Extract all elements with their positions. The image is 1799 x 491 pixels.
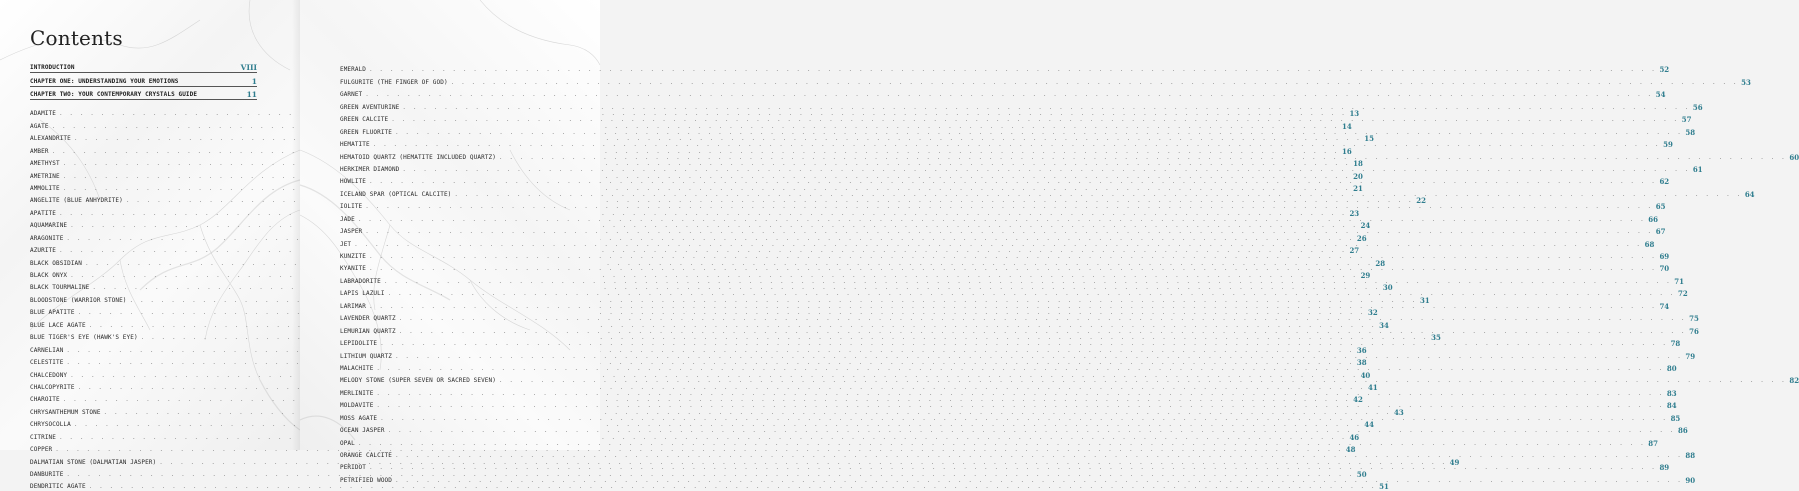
toc-entry-label: ARAGONITE — [30, 234, 64, 242]
toc-entry-label: BLACK TOURMALINE — [30, 284, 90, 292]
toc-entry-page: 85 — [1670, 413, 1681, 423]
toc-entry-page: 71 — [1674, 276, 1685, 286]
toc-entry-page: 74 — [1659, 301, 1670, 311]
toc-dot-leader — [365, 91, 1652, 98]
toc-entry-label: CITRINE — [30, 433, 56, 441]
toc-dot-leader — [369, 178, 1656, 185]
toc-entry-label: BLACK ONYX — [30, 272, 68, 280]
toc-entry-page: 15 — [1364, 134, 1375, 144]
toc-entry-page: 89 — [1659, 463, 1670, 473]
toc-entry-page: 65 — [1655, 202, 1666, 212]
toc-entry-label: CHRYSANTHEMUM STONE — [30, 408, 101, 416]
toc-entry-label: LAPIS LAZULI — [340, 290, 385, 298]
toc-entry-label: LAVENDER QUARTZ — [340, 315, 396, 323]
toc-entry-label: MELODY STONE (SUPER SEVEN OR SACRED SEVEN) — [340, 377, 496, 385]
toc-chapter-page: VIII — [240, 63, 257, 73]
toc-dot-leader — [388, 427, 1675, 434]
toc-entry-page: 49 — [1449, 457, 1460, 467]
toc-entry-page: 48 — [1345, 445, 1356, 455]
toc-entry-page: 16 — [1342, 146, 1352, 156]
toc-entry-page: 51 — [1379, 482, 1389, 491]
page-title: Contents — [30, 26, 123, 50]
toc-entry-page: 30 — [1382, 283, 1393, 293]
toc-entry-label: AGATE — [30, 122, 49, 130]
toc-dot-leader — [369, 464, 1656, 471]
toc-entry-page: 78 — [1670, 339, 1681, 349]
toc-entry-label: JASPER — [340, 228, 363, 236]
toc-entry-label: ICELAND SPAR (OPTICAL CALCITE) — [340, 190, 452, 198]
toc-entry-page: 22 — [1416, 196, 1426, 206]
toc-dot-leader — [402, 104, 1689, 111]
toc-entry-label: BLOODSTONE (WARRIOR STONE) — [30, 296, 127, 304]
toc-entry-page: 57 — [1681, 115, 1692, 125]
toc-entry-page: 36 — [1356, 345, 1367, 355]
toc-entry-label: BLUE TIGER'S EYE (HAWK'S EYE) — [30, 334, 138, 342]
toc-entry-page: 50 — [1356, 470, 1367, 480]
toc-dot-leader — [402, 166, 1689, 173]
toc-entry-page: 40 — [1360, 370, 1371, 380]
toc-entry-page: 75 — [1689, 314, 1699, 324]
toc-entry-page: 26 — [1356, 233, 1367, 243]
toc-entry-label: LARIMAR — [340, 302, 366, 310]
toc-entry-page: 82 — [1789, 376, 1799, 386]
toc-dot-leader — [451, 79, 1738, 86]
toc-entry-page: 53 — [1741, 77, 1751, 87]
toc-entry-label: CHAROITE — [30, 396, 60, 404]
toc-dot-leader — [388, 290, 1675, 297]
toc-entry-label: OPAL — [340, 439, 355, 447]
toc-entry-label: IOLITE — [340, 203, 363, 211]
toc-entry-page: 79 — [1685, 351, 1696, 361]
toc-dot-leader — [369, 303, 1656, 310]
toc-entry-row[interactable] — [340, 73, 1751, 87]
toc-entry-label: HEMATOID QUARTZ (HEMATITE INCLUDED QUARTZ) — [340, 153, 496, 161]
toc-dot-leader — [369, 265, 1656, 272]
toc-entry-label: EMERALD — [340, 66, 366, 74]
toc-entry-page: 70 — [1659, 264, 1670, 274]
toc-entry-row[interactable] — [340, 98, 1703, 112]
toc-entry-page: 64 — [1744, 189, 1755, 199]
toc-entry-label: AQUAMARINE — [30, 222, 68, 230]
toc-chapter-row[interactable] — [30, 60, 257, 73]
toc-entry-page: 84 — [1666, 401, 1677, 411]
toc-chapter-row[interactable] — [30, 87, 257, 100]
toc-chapter-label: CHAPTER ONE: UNDERSTANDING YOUR EMOTIONS — [30, 77, 179, 85]
toc-entry-label: PERIDOT — [340, 464, 366, 472]
toc-entry-label: MERLINITE — [340, 389, 374, 397]
toc-entry-label: PETRIFIED WOOD — [340, 476, 392, 484]
toc-entry-label: CHALCOPYRITE — [30, 383, 75, 391]
toc-entry-label: DENDRITIC AGATE — [30, 483, 86, 491]
toc-dot-leader — [369, 66, 1656, 73]
toc-entry-label: GREEN AVENTURINE — [340, 103, 400, 111]
toc-entry-label: HERKIMER DIAMOND — [340, 165, 400, 173]
toc-entry-page: 62 — [1659, 177, 1670, 187]
toc-entry-page: 35 — [1431, 333, 1441, 343]
toc-entry-label: GREEN FLUORITE — [340, 128, 392, 136]
toc-entry-label: LITHIUM QUARTZ — [340, 352, 392, 360]
toc-entry-page: 80 — [1666, 363, 1677, 373]
toc-entry-label: CELESTITE — [30, 359, 64, 367]
toc-entry-page: 66 — [1648, 214, 1659, 224]
toc-entry-label: DANBURITE — [30, 471, 64, 479]
toc-dot-leader — [454, 191, 1741, 198]
toc-entry-label: KUNZITE — [340, 253, 366, 260]
toc-entry-label: HOWLITE — [340, 178, 366, 186]
toc-entry-label: AZURITE — [30, 247, 56, 255]
toc-entry-page: 29 — [1360, 271, 1371, 281]
toc-entry-label: LEMURIAN QUARTZ — [340, 327, 396, 335]
toc-dot-leader — [395, 452, 1682, 459]
toc-entry-row[interactable] — [340, 86, 1666, 100]
toc-entry-label: LABRADORITE — [340, 277, 381, 285]
toc-dot-leader — [391, 116, 1678, 123]
toc-chapter-page: 11 — [246, 89, 257, 99]
toc-dot-leader — [376, 390, 1663, 397]
toc-entry-label: BLACK OBSIDIAN — [30, 259, 82, 267]
toc-entry-page: 34 — [1379, 320, 1389, 330]
toc-entry-page: 20 — [1353, 171, 1363, 181]
toc-entry-label: MOSS AGATE — [340, 414, 378, 422]
toc-dot-leader — [380, 415, 1667, 422]
toc-entry-label: CHRYSOCOLLA — [30, 421, 71, 429]
toc-dot-leader — [365, 228, 1652, 235]
toc-entry-label: MOLDAVITE — [340, 402, 374, 410]
toc-entry-label: APATITE — [30, 209, 56, 217]
toc-entry-page: 23 — [1349, 208, 1360, 218]
toc-entry-label: JET — [340, 240, 352, 248]
toc-entry-page: 13 — [1349, 109, 1360, 119]
toc-entry-page: 68 — [1644, 239, 1655, 249]
toc-entry-label: AMETRINE — [30, 172, 60, 180]
toc-entry-label: GARNET — [340, 91, 363, 99]
toc-entry-page: 83 — [1666, 388, 1677, 398]
toc-entry-page: 87 — [1648, 438, 1659, 448]
toc-dot-leader — [89, 483, 1376, 490]
toc-dot-leader — [399, 315, 1686, 322]
toc-dot-leader — [380, 340, 1667, 347]
toc-dot-leader — [395, 353, 1682, 360]
toc-entry-label: MALACHITE — [340, 364, 374, 372]
toc-entry-label: ALEXANDRITE — [30, 135, 71, 143]
toc-entry-page: 72 — [1678, 289, 1688, 299]
toc-entry-page: 54 — [1655, 90, 1666, 100]
toc-entry-page: 14 — [1342, 121, 1352, 131]
toc-entry-page: 56 — [1692, 102, 1703, 112]
toc-entry-page: 31 — [1419, 295, 1430, 305]
toc-entry-label: AMBER — [30, 147, 49, 155]
toc-entry-label: GREEN CALCITE — [340, 116, 389, 124]
toc-entry-page: 59 — [1663, 140, 1673, 150]
toc-entry-page: 88 — [1685, 451, 1696, 460]
toc-entry-page: 44 — [1364, 420, 1375, 430]
toc-dot-leader — [358, 440, 1645, 447]
toc-entry-label: LEPIDOLITE — [340, 340, 378, 348]
toc-dot-leader — [373, 141, 1660, 148]
toc-entry-label: ORANGE CALCITE — [340, 452, 392, 459]
toc-entry-page: 46 — [1349, 432, 1360, 442]
toc-entry-page: 27 — [1349, 246, 1360, 256]
toc-entry-label: HEMATITE — [340, 141, 370, 149]
toc-entry-page: 43 — [1393, 407, 1404, 417]
toc-entry-page: 24 — [1360, 221, 1371, 231]
toc-entry-page: 32 — [1368, 308, 1378, 318]
toc-entry-page: 58 — [1685, 127, 1696, 137]
toc-dot-leader — [384, 278, 1671, 285]
toc-entry-page: 86 — [1678, 426, 1688, 436]
toc-entry-page: 21 — [1353, 183, 1363, 193]
toc-dot-leader — [499, 154, 1786, 161]
toc-entry-label: CARNELIAN — [30, 346, 64, 354]
toc-entry-page: 28 — [1375, 258, 1386, 268]
toc-entry-label: COPPER — [30, 446, 53, 454]
toc-entry-page: 18 — [1353, 159, 1363, 169]
toc-entry-page: 61 — [1692, 164, 1703, 174]
toc-chapter-row[interactable] — [30, 73, 257, 86]
toc-entry-page: 42 — [1353, 395, 1363, 405]
toc-dot-leader — [354, 241, 1641, 248]
toc-entry-label: CHALCEDONY — [30, 371, 68, 379]
toc-dot-leader — [376, 365, 1663, 372]
toc-dot-leader — [365, 203, 1652, 210]
toc-dot-leader — [358, 216, 1645, 223]
toc-entry-label: FULGURITE (THE FINGER OF GOD) — [340, 78, 448, 86]
toc-entry-page: 60 — [1789, 152, 1799, 162]
toc-entry-label: AMMOLITE — [30, 184, 60, 192]
toc-entry-page: 67 — [1655, 227, 1666, 237]
toc-dot-leader — [369, 253, 1656, 260]
toc-entry-page: 52 — [1659, 65, 1670, 75]
toc-entry-label: BLUE APATITE — [30, 309, 75, 317]
toc-chapter-page: 1 — [251, 76, 257, 86]
toc-entry-page: 90 — [1685, 475, 1696, 485]
toc-entry-label: KYANITE — [340, 265, 366, 273]
toc-dot-leader — [395, 477, 1682, 484]
toc-entry-label: ADAMITE — [30, 110, 56, 118]
toc-entry-row[interactable] — [340, 61, 1670, 75]
toc-entry-label: OCEAN JASPER — [340, 427, 385, 435]
toc-dot-leader — [399, 328, 1686, 335]
toc-entry-label: AMETHYST — [30, 160, 60, 168]
toc-chapter-label: INTRODUCTION — [30, 64, 75, 72]
toc-entry-page: 69 — [1659, 252, 1670, 261]
toc-entry-label: JADE — [340, 215, 355, 223]
toc-entry-page: 38 — [1356, 358, 1367, 368]
toc-chapter-label: CHAPTER TWO: YOUR CONTEMPORARY CRYSTALS GUIDE — [30, 90, 198, 98]
toc-entry-label: ANGELITE (BLUE ANHYDRITE) — [30, 197, 123, 205]
toc-dot-leader — [395, 129, 1682, 136]
toc-entry-page: 76 — [1689, 326, 1699, 336]
toc-entry-label: DALMATIAN STONE (DALMATIAN JASPER) — [30, 458, 157, 466]
toc-entry-label: BLUE LACE AGATE — [30, 321, 86, 329]
toc-dot-leader — [499, 377, 1786, 384]
toc-entry-page: 41 — [1368, 382, 1378, 392]
toc-dot-leader — [376, 402, 1663, 409]
